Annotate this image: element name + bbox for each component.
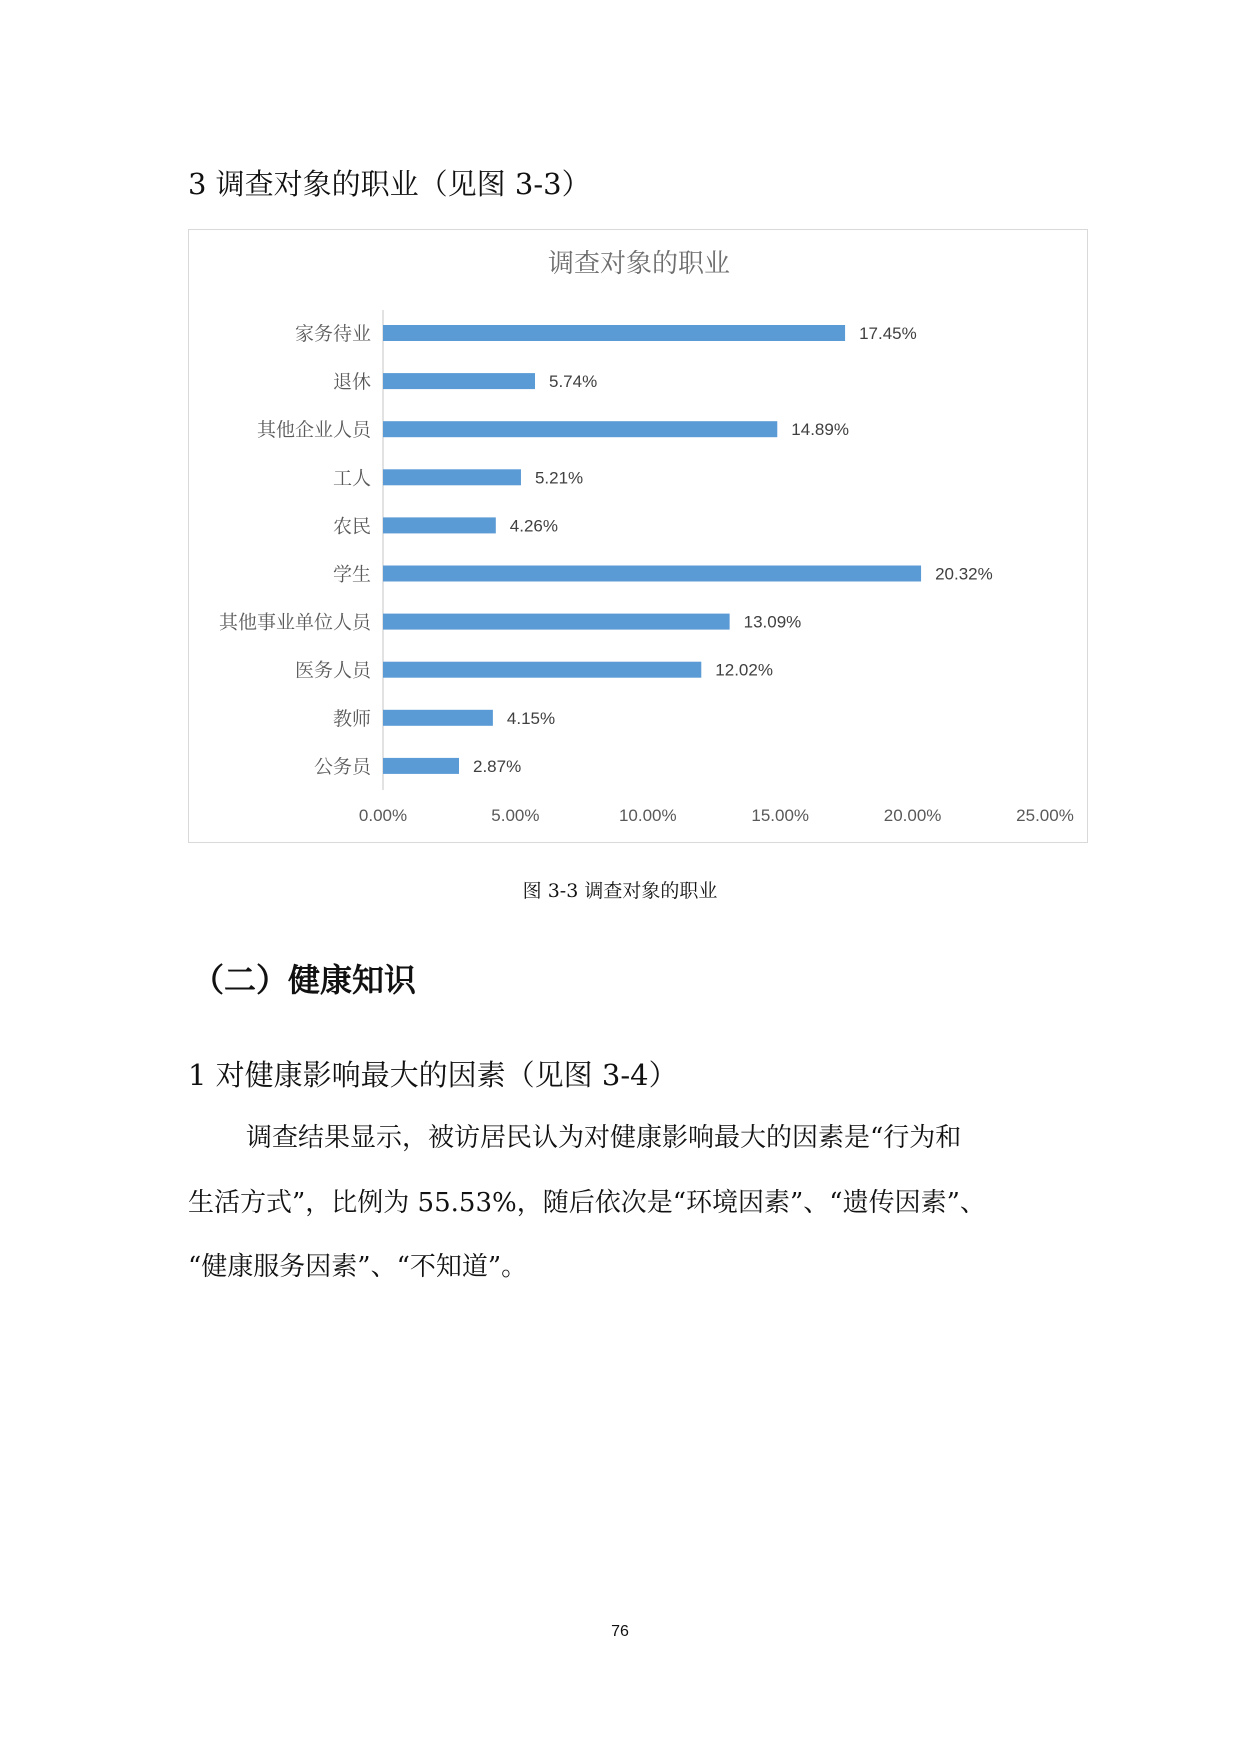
data-label: 5.74% [548,372,598,392]
category-label: 医务人员 [294,659,371,682]
category-label: 退休 [332,371,371,394]
x-tick-label: 20.00% [883,806,942,825]
x-tick-label: 5.00% [491,806,540,825]
x-tick-label: 15.00% [751,806,810,825]
category-label: 其他企业人员 [256,419,371,442]
x-tick-label: 10.00% [618,806,677,825]
bar [383,517,496,533]
page-number: 76 [611,1623,629,1640]
category-label: 农民 [332,515,371,538]
data-label: 5.21% [534,468,584,488]
subsection-heading-health-factors: 1 对健康影响最大的因素（见图 3-4） [188,1058,678,1092]
data-label: 4.26% [509,516,559,536]
data-label: 17.45% [859,324,917,343]
bar [383,614,730,630]
chart-canvas [189,230,1089,844]
x-tick-label: 25.00% [1016,806,1074,825]
data-label: 4.15% [506,708,556,728]
figure-caption: 图 3-3 调查对象的职业 [522,880,718,902]
bar [383,469,521,485]
category-label: 家务待业 [294,323,371,345]
data-label: 14.89% [791,420,849,440]
bar [383,758,459,774]
bar [383,662,701,678]
chart-title: 调查对象的职业 [547,249,731,279]
bar [383,421,777,437]
occupation-chart [188,229,1088,843]
paragraph-line-2: 生活方式”，比例为 55.53%，随后依次是“环境因素”、“遗传因素”、 [188,1188,986,1218]
x-tick-label: 0.00% [358,806,408,825]
section-heading-health-knowledge: （二）健康知识 [192,961,417,999]
category-label: 学生 [332,563,371,586]
bar [383,710,493,726]
paragraph-line-1: 调查结果显示，被访居民认为对健康影响最大的因素是“行为和 [246,1123,962,1153]
category-label: 其他事业单位人员 [218,611,371,634]
category-label: 工人 [332,467,371,490]
data-label: 13.09% [743,612,802,632]
paragraph-line-3: “健康服务因素”、“不知道”。 [188,1252,528,1282]
bar [383,373,535,389]
section-heading-occupation: 3 调查对象的职业（见图 3-3） [188,167,591,201]
data-label: 20.32% [935,564,993,584]
bar [383,566,921,582]
category-label: 教师 [332,707,371,730]
data-label: 12.02% [715,660,773,680]
category-label: 公务员 [313,755,371,778]
data-label: 2.87% [472,756,522,776]
bar [383,325,845,341]
